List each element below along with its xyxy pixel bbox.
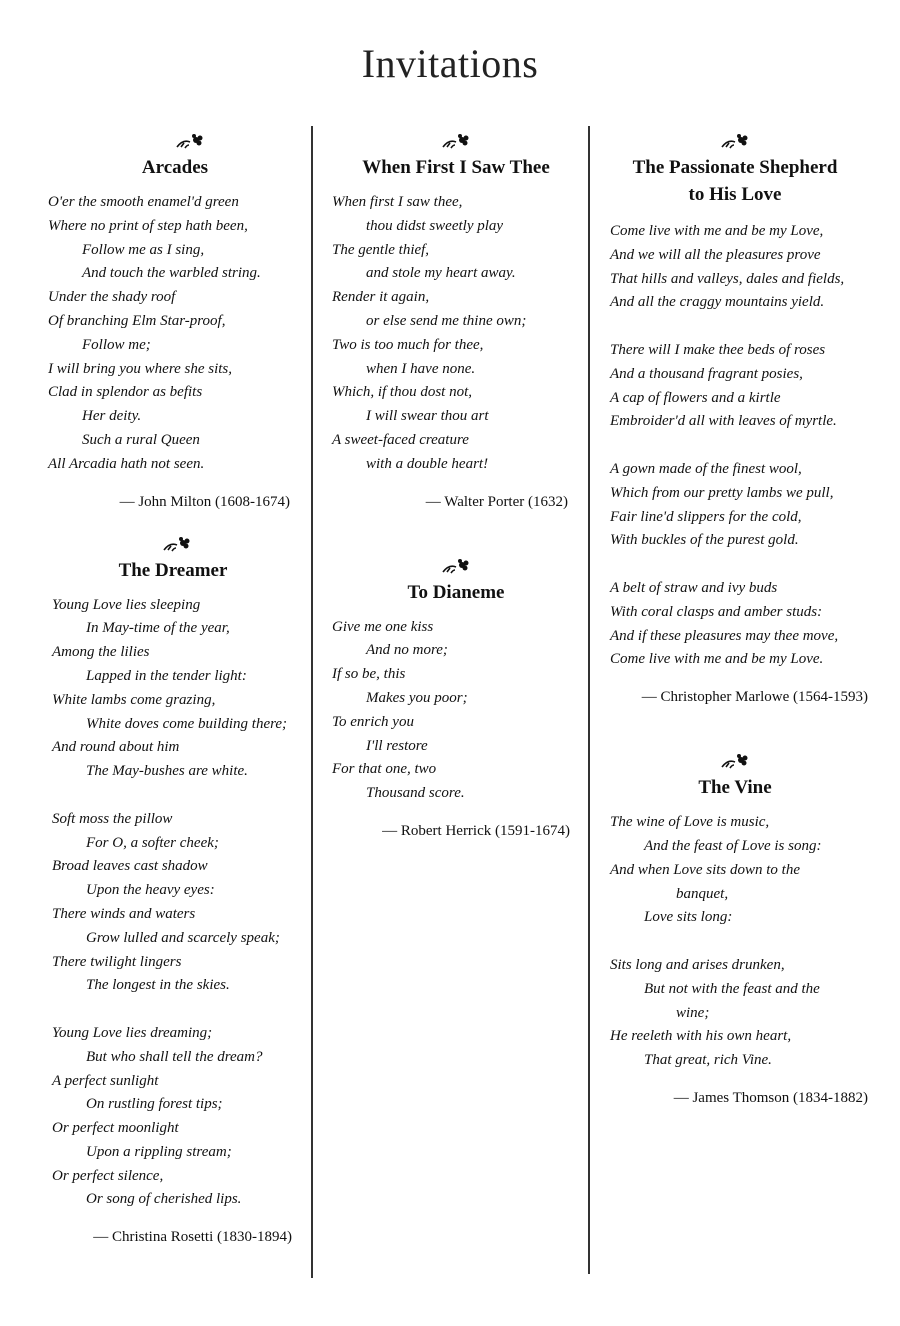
- poem-line: Her deity.: [82, 408, 142, 425]
- poem-line: banquet,: [676, 885, 729, 902]
- poem-attribution: — Robert Herrick (1591-1674): [382, 822, 570, 839]
- poem-line: To enrich you: [332, 713, 414, 730]
- poem-line: When first I saw thee,: [332, 194, 463, 210]
- poem-line: But who shall tell the dream?: [86, 1048, 263, 1065]
- poem-the-vine: [610, 752, 868, 1109]
- poem-title: To Dianeme: [407, 581, 505, 603]
- poem-line: And when Love sits down to the: [610, 861, 800, 878]
- poem-line: The longest in the skies.: [86, 977, 230, 994]
- poem-line: O'er the smooth enamel'd green: [48, 194, 239, 210]
- poem-title: [610, 154, 860, 208]
- poem-line: Follow me;: [82, 336, 151, 353]
- poem-line: with a double heart!: [366, 455, 489, 472]
- poem-line: For that one, two: [332, 761, 437, 778]
- poem-line: Among the lilies: [52, 644, 150, 661]
- poem-line: But not with the feast and the: [644, 980, 820, 997]
- poem-line: Upon a rippling stream;: [86, 1143, 232, 1160]
- poem-line: Sits long and arises drunken,: [610, 956, 785, 973]
- poem-line: The gentle thief,: [332, 241, 430, 258]
- page-title: Invitations: [361, 41, 539, 86]
- poem-line: The May-bushes are white.: [86, 763, 248, 780]
- poem-title-line: The Passionate Shepherd: [632, 157, 838, 178]
- poem-line: I'll restore: [366, 737, 428, 754]
- poem-line: Which from our pretty lambs we pull,: [610, 484, 834, 501]
- poem-line: I will bring you where she sits,: [48, 360, 233, 377]
- poem-line: White lambs come grazing,: [52, 691, 216, 708]
- poem-line: And the feast of Love is song:: [644, 837, 822, 854]
- poem-line: And a thousand fragrant posies,: [610, 365, 803, 382]
- poem-line: There twilight lingers: [52, 953, 182, 970]
- poem-arcades: [48, 132, 302, 513]
- stanza-break: [610, 930, 860, 954]
- poem-line: Young Love lies sleeping: [52, 596, 201, 613]
- poem-line: Which, if thou dost not,: [332, 384, 472, 401]
- poem-line: All Arcadia hath not seen.: [48, 455, 205, 472]
- poem-line: I will swear thou art: [366, 408, 489, 425]
- column-divider: [311, 126, 313, 1278]
- poem-line: Of branching Elm Star-proof,: [48, 312, 226, 329]
- poem-line: In May-time of the year,: [86, 620, 230, 637]
- poem-line: He reeleth with his own heart,: [610, 1028, 792, 1045]
- poem-line: Under the shady roof: [48, 289, 176, 306]
- column-right: [610, 132, 868, 1109]
- poem-line: Where no print of step hath been,: [48, 217, 248, 234]
- poem-attribution: — John Milton (1608-1674): [119, 493, 290, 510]
- poem-line: Thousand score.: [366, 785, 465, 802]
- poem-line: Lapped in the tender light:: [86, 667, 247, 684]
- flower-sprig-icon: [332, 132, 580, 152]
- poem-line: There will I make thee beds of roses: [610, 341, 826, 358]
- poem-line: Give me one kiss: [332, 618, 434, 635]
- poem-line: Or song of cherished lips.: [86, 1191, 242, 1208]
- poem-line: And if these pleasures may thee move,: [610, 627, 839, 644]
- poem-line: And no more;: [366, 642, 448, 659]
- poem-line: or else send me thine own;: [366, 312, 527, 329]
- poem-line: With buckles of the purest gold.: [610, 532, 799, 549]
- poem-when-first-i-saw-thee: [332, 132, 580, 513]
- poem-line: Love sits long:: [644, 909, 733, 926]
- poem-line: Clad in splendor as befits: [48, 384, 203, 401]
- poem-line: And round about him: [52, 739, 180, 756]
- flower-sprig-icon: [332, 557, 580, 577]
- poem-line: For O, a softer cheek;: [86, 834, 219, 851]
- stanza-break: [610, 553, 860, 577]
- poem-line: Or perfect silence,: [52, 1167, 164, 1184]
- poem-line: A belt of straw and ivy buds: [610, 579, 778, 596]
- poem-line: Or perfect moonlight: [52, 1120, 179, 1137]
- poem-line: A sweet-faced creature: [332, 431, 469, 448]
- poem-title: The Dreamer: [118, 559, 228, 581]
- poem-line: Makes you poor;: [366, 689, 468, 706]
- flower-sprig-icon: [610, 752, 860, 772]
- poem-line: On rustling forest tips;: [86, 1096, 223, 1113]
- poem-line: Such a rural Queen: [82, 431, 200, 448]
- poem-line: A cap of flowers and a kirtle: [610, 389, 781, 406]
- column-middle: [332, 132, 580, 842]
- poem-line: And we will all the pleasures prove: [610, 246, 821, 263]
- poem-line: White doves come building there;: [86, 715, 288, 732]
- poem-title: When First I Saw Thee: [362, 157, 550, 178]
- poem-title: The Vine: [698, 777, 772, 799]
- poem-line: Fair line'd slippers for the cold,: [610, 508, 802, 525]
- poem-line: Two is too much for thee,: [332, 336, 484, 353]
- poem-line: And touch the warbled string.: [82, 265, 261, 282]
- poem-the-dreamer: [52, 535, 302, 1249]
- poem-line: Come live with me and be my Love.: [610, 651, 824, 668]
- poem-line: That great, rich Vine.: [644, 1052, 772, 1069]
- column-divider: [588, 126, 590, 1274]
- poem-line: Come live with me and be my Love,: [610, 223, 824, 239]
- stanza-break: [610, 315, 860, 339]
- poem-line: With coral clasps and amber studs:: [610, 603, 823, 620]
- poem-attribution: — Walter Porter (1632): [425, 493, 568, 510]
- poem-line: Render it again,: [332, 289, 430, 306]
- poem-attribution: — Christina Rosetti (1830-1894): [93, 1229, 292, 1246]
- poem-line: And all the craggy mountains yield.: [610, 294, 825, 311]
- poem-line: Young Love lies dreaming;: [52, 1024, 213, 1041]
- poem-passionate-shepherd: [610, 132, 868, 708]
- flower-sprig-icon: [48, 132, 302, 152]
- stanza-break: [52, 784, 302, 808]
- poem-line: That hills and valleys, dales and fields,: [610, 270, 845, 287]
- poem-line: Upon the heavy eyes:: [86, 882, 215, 899]
- poem-line: Embroider'd all with leaves of myrtle.: [610, 413, 837, 430]
- stanza-break: [610, 434, 860, 458]
- poem-line: Follow me as I sing,: [82, 241, 205, 258]
- poem-line: thou didst sweetly play: [366, 217, 504, 234]
- poem-line: and stole my heart away.: [366, 265, 516, 282]
- stanza-break: [52, 998, 302, 1022]
- poem-line: wine;: [676, 1004, 710, 1021]
- poem-line: Grow lulled and scarcely speak;: [86, 929, 280, 946]
- poem-line: A perfect sunlight: [52, 1072, 159, 1089]
- flower-sprig-icon: [52, 535, 302, 555]
- poem-line: The wine of Love is music,: [610, 814, 770, 831]
- poem-line: If so be, this: [332, 666, 406, 683]
- poem-line: There winds and waters: [52, 905, 196, 922]
- poem-line: when I have none.: [366, 360, 476, 377]
- poem-title-line: to His Love: [688, 184, 782, 205]
- poem-line: A gown made of the finest wool,: [610, 460, 802, 477]
- poem-to-dianeme: [332, 557, 580, 842]
- poem-line: Soft moss the pillow: [52, 810, 173, 827]
- poem-attribution: — James Thomson (1834-1882): [673, 1089, 868, 1106]
- flower-sprig-icon: [610, 132, 860, 152]
- poem-attribution: — Christopher Marlowe (1564-1593): [641, 689, 868, 706]
- poem-title: Arcades: [141, 157, 209, 178]
- column-left: [48, 132, 302, 1248]
- poem-line: Broad leaves cast shadow: [52, 858, 208, 875]
